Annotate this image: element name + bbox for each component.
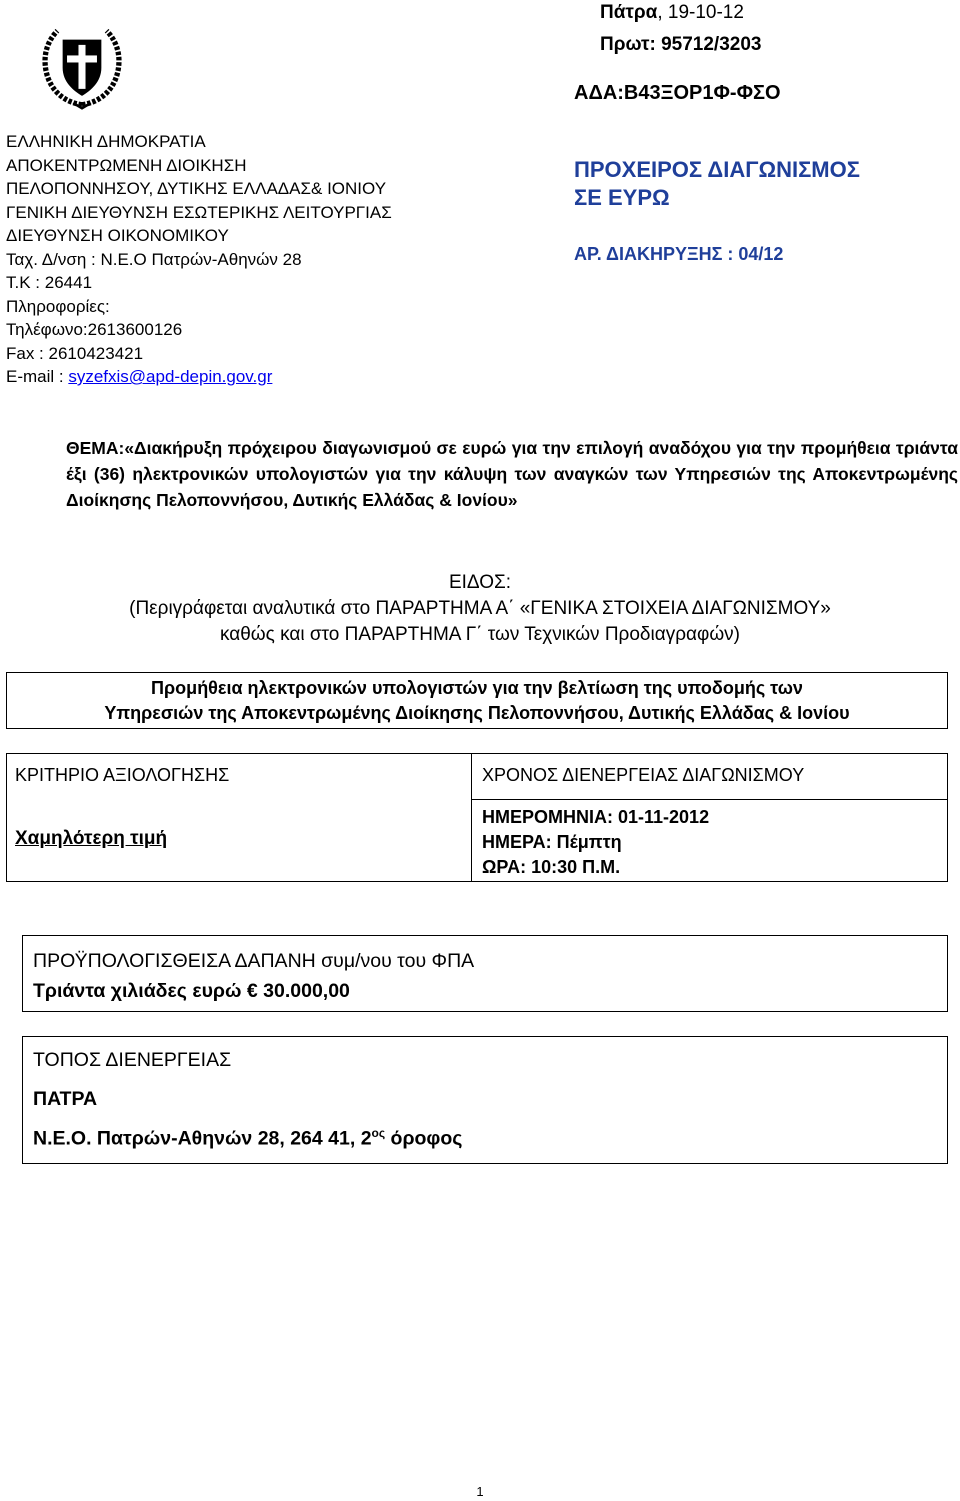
sender-line: ΠΕΛΟΠΟΝΝΗΣΟΥ, ΔΥΤΙΚΗΣ ΕΛΛΑΔΑΣ& ΙΟΝΙΟΥ [6,179,387,198]
floor-text: όροφος [385,1127,463,1150]
place-city: ΠΑΤΡΑ [33,1088,98,1110]
schedule-day: ΗΜΕΡΑ: Πέμπτη [482,832,622,852]
ada-code: ΑΔΑ:Β43ΞΟΡ1Φ-ΦΣΟ [574,82,781,104]
criteria-table [6,753,948,882]
kind-label: ΕΙΔΟΣ: [448,572,512,593]
greek-state-emblem-icon [38,22,126,110]
schedule-header: ΧΡΟΝΟΣ ΔΙΕΝΕΡΓΕΙΑΣ ΔΙΑΓΩΝΙΣΜΟΥ [482,765,805,785]
sender-line: ΓΕΝΙΚΗ ΔΙΕΥΘΥΝΣΗ ΕΣΩΤΕΡΙΚΗΣ ΛΕΙΤΟΥΡΓΙΑΣ [6,202,392,222]
subject-paragraph: ΘΕΜΑ:«Διακήρυξη πρόχειρου διαγωνισμού σε ευρώ για την επιλογή αναδόχου για την προμήθεια τριάντα έξι (36) ηλεκτρονικών υπολογιστών για την κάλυψη των αναγκών των Υπηρεσιών της Αποκεντρωμένης Διοίκησης Πελοποννήσου, Δυτικής Ελλάδας & Ιονίου» [66,438,958,510]
address-text: Ν.Ε.Ο. Πατρών-Αθηνών 28, 264 41, 2 [33,1127,372,1150]
page-number: 1 [476,1484,484,1499]
place-box [22,1036,948,1164]
table-divider [471,799,947,800]
email-label: E-mail : [6,367,69,386]
budget-box [22,935,948,1012]
kind-line2: καθώς και στο ΠΑΡΑΡΤΗΜΑ Γ΄ των Τεχνικών Προδιαγραφών) [219,624,740,645]
date-city: Πάτρα [600,2,658,23]
email-line [6,365,392,389]
sender-line: Πληροφορίες: [6,296,110,316]
sender-block [6,130,392,389]
kind-section [0,570,960,648]
budget-amount: Τριάντα χιλιάδες ευρώ € 30.000,00 [33,980,350,1002]
sender-line: ΑΠΟΚΕΝΤΡΩΜΕΝΗ ΔΙΟΙΚΗΣΗ [6,155,247,175]
table-divider [471,754,472,881]
sender-line: Fax : 2610423421 [6,343,144,363]
schedule-time: ΩΡΑ: 10:30 Π.Μ. [482,857,621,877]
tender-title-line2: ΣΕ ΕΥΡΩ [574,185,670,210]
supply-box [6,672,948,729]
sender-line: Ταχ. Δ/νση : Ν.Ε.Ο Πατρών-Αθηνών 28 [6,249,302,269]
sender-line: ΔΙΕΥΘΥΝΣΗ ΟΙΚΟΝΟΜΙΚΟΥ [6,226,229,245]
budget-label: ΠΡΟΫΠΟΛΟΓΙΣΘΕΙΣΑ ΔΑΠΑΝΗ συμ/νου του ΦΠΑ [33,950,475,972]
tender-title [574,156,860,212]
date-value: , 19-10-12 [657,2,744,23]
kind-line1: (Περιγράφεται αναλυτικά στο ΠΑΡΑΡΤΗΜΑ Α΄ «ΓΕΝΙΚΑ ΣΤΟΙΧΕΙΑ ΔΙΑΓΩΝΙΣΜΟΥ» [129,598,831,619]
schedule-details [482,805,709,880]
sender-line: Τ.Κ : 26441 [6,273,93,292]
sender-line: Τηλέφωνο:2613600126 [6,320,183,339]
supply-line1: Προμήθεια ηλεκτρονικών υπολογιστών για την βελτίωση της υποδομής των [151,678,803,698]
schedule-date: ΗΜΕΡΟΜΗΝΙΑ: 01-11-2012 [482,807,710,827]
supply-line2: Υπηρεσιών της Αποκεντρωμένης Διοίκησης Πελοποννήσου, Δυτικής Ελλάδας & Ιονίου [104,703,850,723]
sender-line: ΕΛΛΗΝΙΚΗ ΔΗΜΟΚΡΑΤΙΑ [6,132,206,151]
floor-superscript: ος [371,1126,386,1140]
place-address [33,1126,462,1151]
criteria-header: ΚΡΙΤΗΡΙΟ ΑΞΙΟΛΟΓΗΣΗΣ [15,765,230,785]
email-link[interactable]: syzefxis@apd-depin.gov.gr [68,367,273,386]
declaration-number: ΑΡ. ΔΙΑΚΗΡΥΞΗΣ : 04/12 [574,244,784,264]
criteria-value: Χαμηλότερη τιμή [15,828,168,849]
protocol-number: Πρωτ: 95712/3203 [600,34,762,55]
place-label: ΤΟΠΟΣ ΔΙΕΝΕΡΓΕΙΑΣ [33,1049,232,1071]
tender-title-line1: ΠΡΟΧΕΙΡΟΣ ΔΙΑΓΩΝΙΣΜΟΣ [574,157,860,182]
document-date [600,2,744,24]
